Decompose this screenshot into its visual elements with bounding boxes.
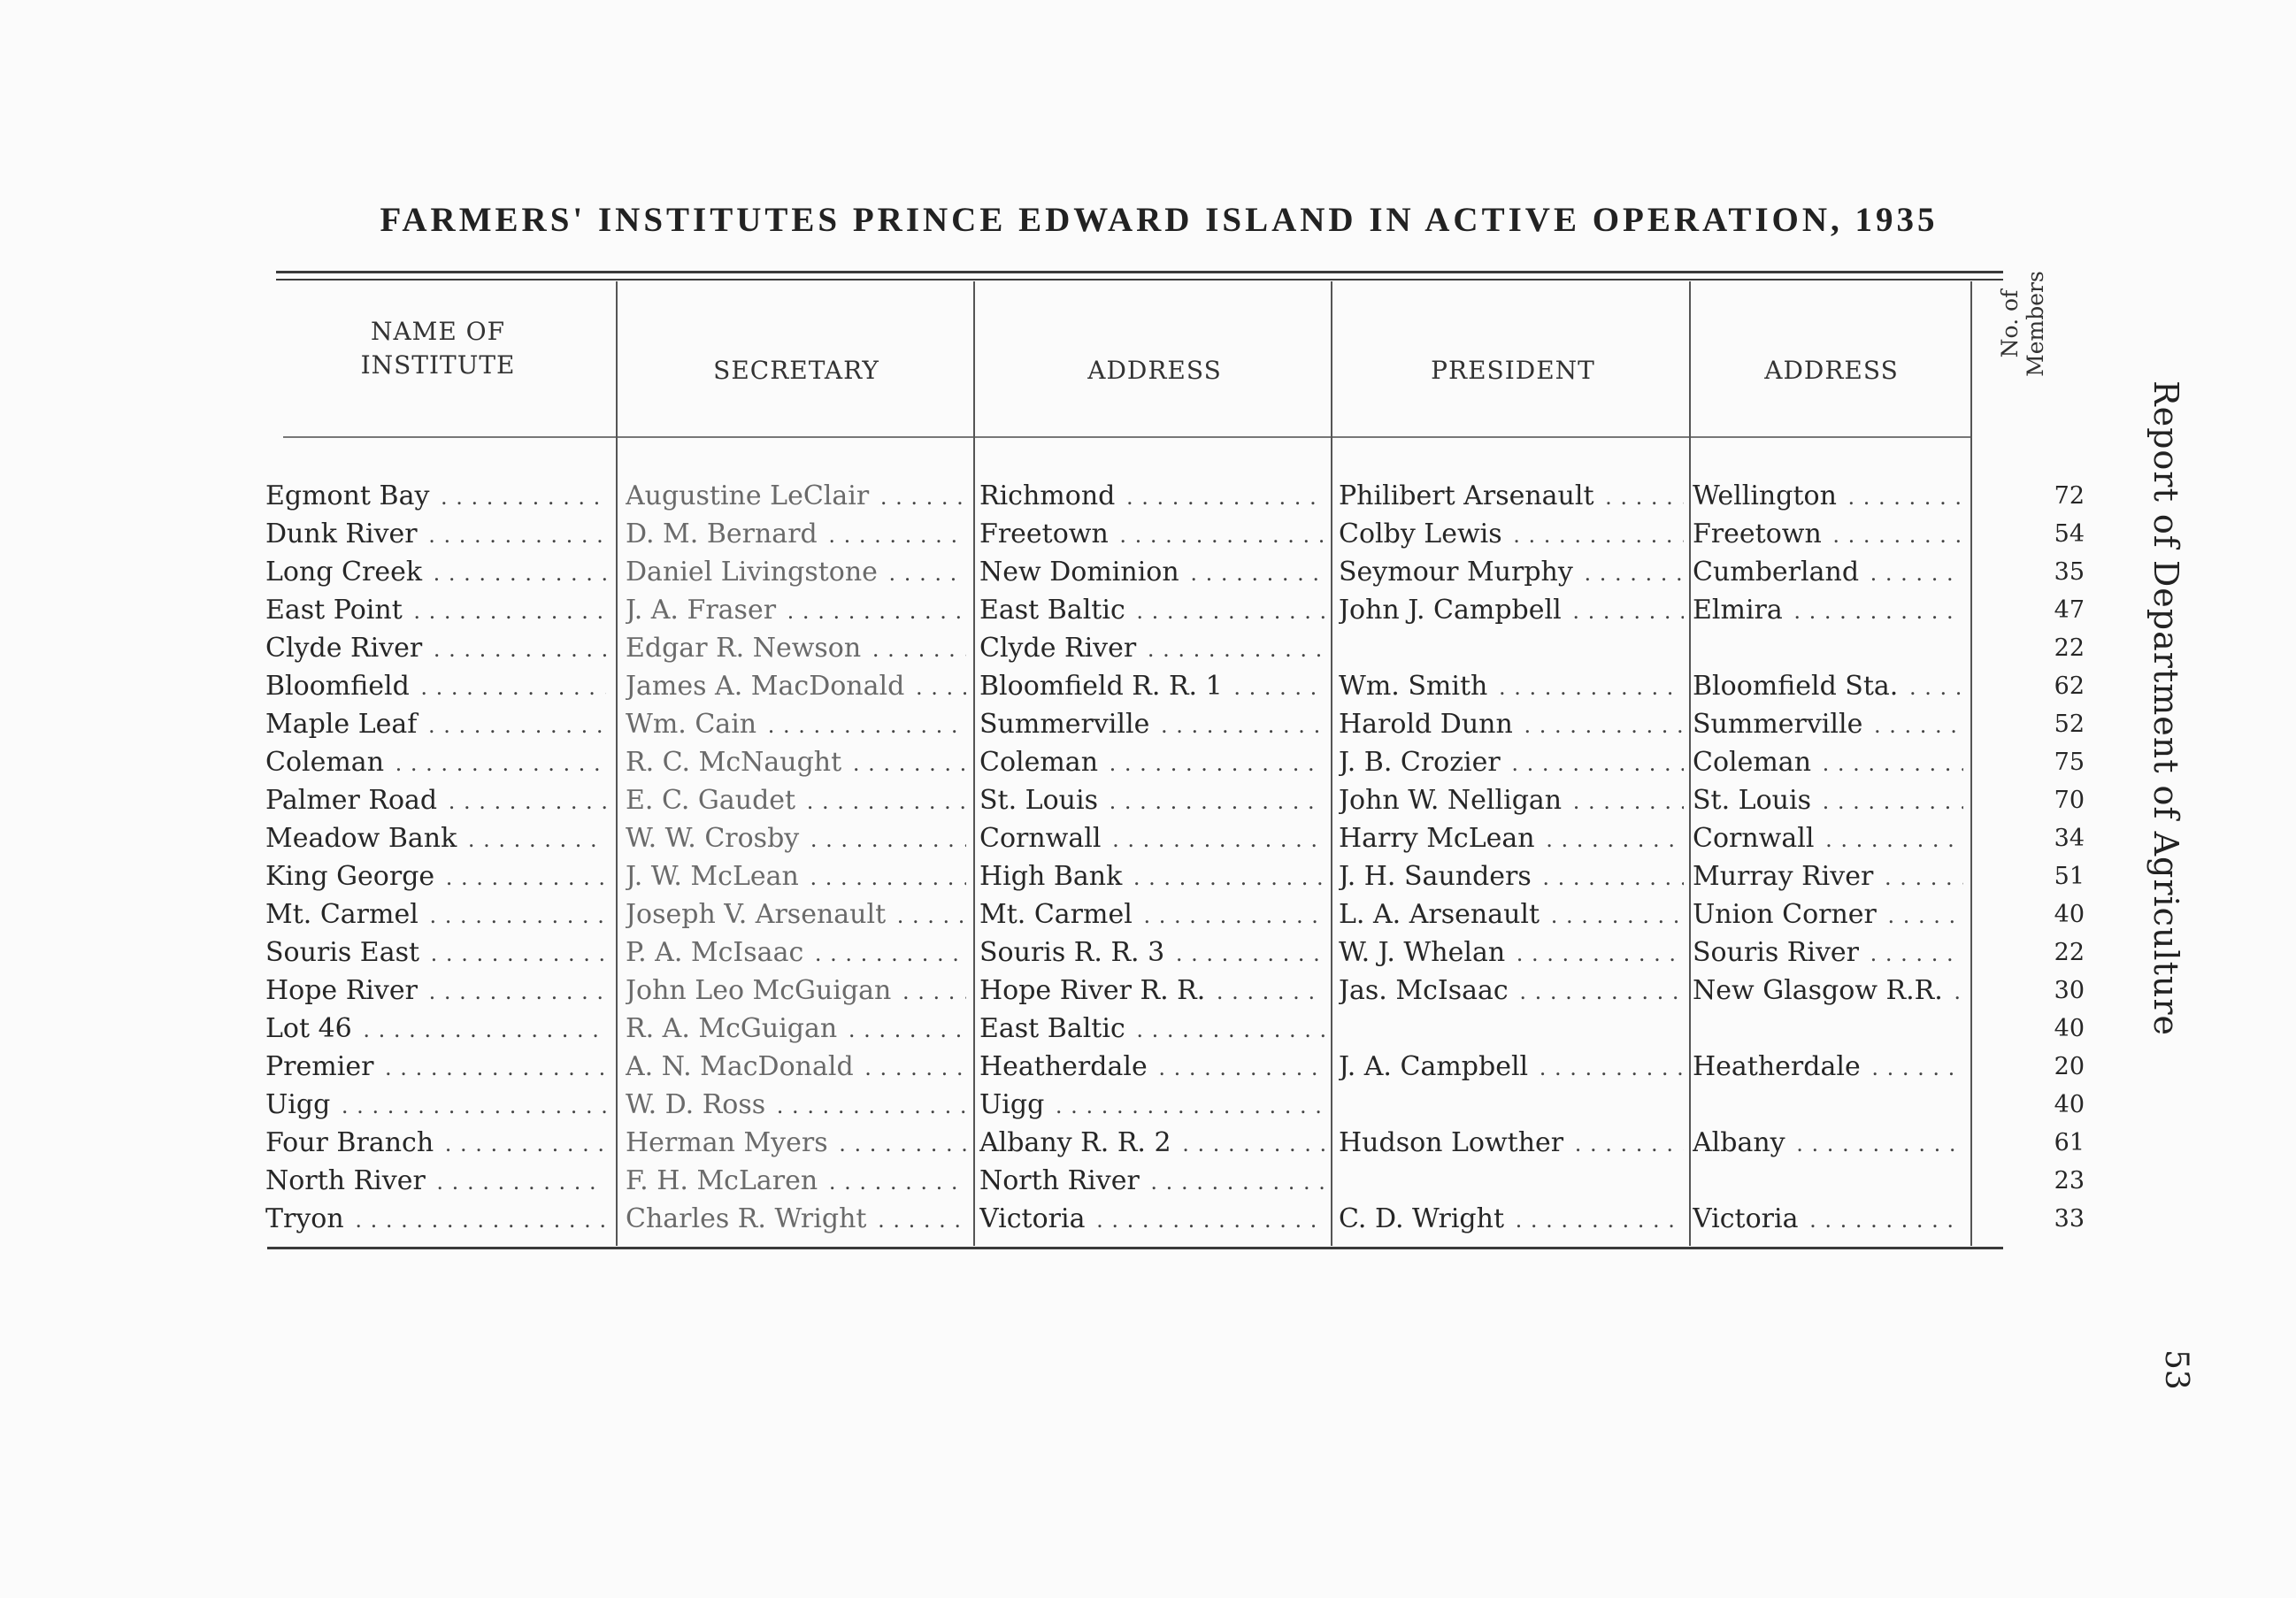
cell-address2 bbox=[1693, 1011, 1963, 1047]
cell-address1: Heatherdale . . . bbox=[979, 1049, 1325, 1085]
cell-secretary: F. H. McLaren . . . bbox=[626, 1164, 966, 1199]
cell-secretary: Augustine LeClair . . . bbox=[626, 479, 966, 514]
cell-address2: Elmira . . . bbox=[1693, 593, 1963, 628]
cell-members: 23 bbox=[1977, 1164, 2088, 1199]
cell-institute: Hope River . . . bbox=[265, 973, 606, 1009]
cell-president: Jas. McIsaac . . . bbox=[1339, 973, 1684, 1009]
cell-address1: Victoria . . . bbox=[979, 1202, 1325, 1237]
cell-president: Harold Dunn . . . bbox=[1339, 707, 1684, 742]
cell-president: C. D. Wright . . . bbox=[1339, 1202, 1684, 1237]
cell-address2: New Glasgow R.R. . . . bbox=[1693, 973, 1963, 1009]
cell-address1: Summerville . . . bbox=[979, 707, 1325, 742]
cell-president: J. B. Crozier . . . bbox=[1339, 745, 1684, 780]
cell-institute: Palmer Road . . . bbox=[265, 783, 606, 818]
cell-president bbox=[1339, 631, 1684, 666]
cell-address2 bbox=[1693, 1164, 1963, 1199]
cell-members: 54 bbox=[1977, 517, 2088, 552]
table-row bbox=[0, 1087, 2296, 1123]
table-row bbox=[0, 973, 2296, 1009]
table-row bbox=[0, 707, 2296, 742]
cell-secretary: W. D. Ross . . . bbox=[626, 1087, 966, 1123]
cell-address2: Heatherdale . . . bbox=[1693, 1049, 1963, 1085]
cell-address1: High Bank . . . bbox=[979, 859, 1325, 895]
cell-president bbox=[1339, 1087, 1684, 1123]
cell-secretary: R. A. McGuigan . . . bbox=[626, 1011, 966, 1047]
cell-secretary: R. C. McNaught . . . bbox=[626, 745, 966, 780]
cell-members: 72 bbox=[1977, 479, 2088, 514]
cell-secretary: Daniel Livingstone . . . bbox=[626, 555, 966, 590]
cell-secretary: Joseph V. Arsenault . . . bbox=[626, 897, 966, 933]
cell-members: 20 bbox=[1977, 1049, 2088, 1085]
cell-president bbox=[1339, 1011, 1684, 1047]
cell-address1: Albany R. R. 2 . . . bbox=[979, 1126, 1325, 1161]
cell-institute: Souris East . . . bbox=[265, 935, 606, 971]
header-bottom-rule bbox=[283, 436, 1971, 438]
cell-members: 52 bbox=[1977, 707, 2088, 742]
cell-members: 61 bbox=[1977, 1126, 2088, 1161]
cell-secretary: J. A. Fraser . . . bbox=[626, 593, 966, 628]
header-address: ADDRESS bbox=[1087, 356, 1222, 385]
table-row bbox=[0, 517, 2296, 552]
header-secretary: SECRETARY bbox=[713, 356, 879, 385]
cell-address1: Cornwall . . . bbox=[979, 821, 1325, 857]
table-row bbox=[0, 783, 2296, 818]
cell-members: 70 bbox=[1977, 783, 2088, 818]
table-row bbox=[0, 1202, 2296, 1237]
cell-institute: Maple Leaf . . . bbox=[265, 707, 606, 742]
table-row bbox=[0, 821, 2296, 857]
cell-members: 62 bbox=[1977, 669, 2088, 704]
cell-address2: Cornwall . . . bbox=[1693, 821, 1963, 857]
cell-president: J. A. Campbell . . . bbox=[1339, 1049, 1684, 1085]
cell-address1: Uigg . . . bbox=[979, 1087, 1325, 1123]
table-row bbox=[0, 745, 2296, 780]
cell-address1: East Baltic . . . bbox=[979, 593, 1325, 628]
cell-president: John J. Campbell . . . bbox=[1339, 593, 1684, 628]
table-row bbox=[0, 859, 2296, 895]
cell-address1: North River . . . bbox=[979, 1164, 1325, 1199]
cell-institute: Tryon . . . bbox=[265, 1202, 606, 1237]
cell-address2: Souris River . . . bbox=[1693, 935, 1963, 971]
header-president: PRESIDENT bbox=[1431, 356, 1595, 385]
cell-address2: Bloomfield Sta. . . . bbox=[1693, 669, 1963, 704]
cell-president: Hudson Lowther . . . bbox=[1339, 1126, 1684, 1161]
cell-president: Seymour Murphy . . . bbox=[1339, 555, 1684, 590]
cell-institute: Coleman . . . bbox=[265, 745, 606, 780]
top-double-rule-upper bbox=[276, 271, 2003, 273]
bottom-rule bbox=[267, 1247, 2003, 1249]
cell-secretary: Herman Myers . . . bbox=[626, 1126, 966, 1161]
cell-president: J. H. Saunders . . . bbox=[1339, 859, 1684, 895]
cell-members: 40 bbox=[1977, 1011, 2088, 1047]
cell-president: Colby Lewis . . . bbox=[1339, 517, 1684, 552]
table-row bbox=[0, 1126, 2296, 1161]
header-address-2: ADDRESS bbox=[1764, 356, 1899, 385]
cell-address2 bbox=[1693, 1087, 1963, 1123]
cell-members: 40 bbox=[1977, 897, 2088, 933]
cell-address2: Freetown . . . bbox=[1693, 517, 1963, 552]
cell-institute: North River . . . bbox=[265, 1164, 606, 1199]
cell-president: L. A. Arsenault . . . bbox=[1339, 897, 1684, 933]
cell-address1: East Baltic . . . bbox=[979, 1011, 1325, 1047]
cell-institute: Premier . . . bbox=[265, 1049, 606, 1085]
cell-members: 30 bbox=[1977, 973, 2088, 1009]
cell-secretary: P. A. McIsaac . . . bbox=[626, 935, 966, 971]
header-institute: NAME OF INSTITUTE bbox=[360, 317, 516, 380]
cell-address2: St. Louis . . . bbox=[1693, 783, 1963, 818]
table-row bbox=[0, 1164, 2296, 1199]
cell-institute: Dunk River . . . bbox=[265, 517, 606, 552]
cell-members: 22 bbox=[1977, 935, 2088, 971]
top-double-rule-lower bbox=[276, 279, 2003, 280]
cell-secretary: James A. MacDonald . . . bbox=[626, 669, 966, 704]
cell-institute: Clyde River . . . bbox=[265, 631, 606, 666]
table-row bbox=[0, 935, 2296, 971]
cell-address1: Souris R. R. 3 . . . bbox=[979, 935, 1325, 971]
cell-address2: Wellington . . . bbox=[1693, 479, 1963, 514]
table-row bbox=[0, 479, 2296, 514]
cell-address1: Bloomfield R. R. 1 . . . bbox=[979, 669, 1325, 704]
cell-address1: Mt. Carmel . . . bbox=[979, 897, 1325, 933]
cell-president: John W. Nelligan . . . bbox=[1339, 783, 1684, 818]
page-number: 53 bbox=[2158, 1349, 2194, 1390]
running-head: Report of Department of Agriculture bbox=[2146, 380, 2185, 1036]
header-members: No. of Members bbox=[1997, 271, 2048, 377]
cell-address1: Freetown . . . bbox=[979, 517, 1325, 552]
cell-address2: Victoria . . . bbox=[1693, 1202, 1963, 1237]
table-row bbox=[0, 1049, 2296, 1085]
cell-institute: Mt. Carmel . . . bbox=[265, 897, 606, 933]
cell-address1: Hope River R. R. . . . bbox=[979, 973, 1325, 1009]
cell-address2: Albany . . . bbox=[1693, 1126, 1963, 1161]
cell-members: 75 bbox=[1977, 745, 2088, 780]
table-row bbox=[0, 593, 2296, 628]
cell-secretary: J. W. McLean . . . bbox=[626, 859, 966, 895]
cell-secretary: Charles R. Wright . . . bbox=[626, 1202, 966, 1237]
page-title: FARMERS' INSTITUTES PRINCE EDWARD ISLAND IN ACTIVE OPERATION, 1935 bbox=[380, 201, 1939, 239]
cell-secretary: Edgar R. Newson . . . bbox=[626, 631, 966, 666]
cell-institute: Egmont Bay . . . bbox=[265, 479, 606, 514]
cell-secretary: John Leo McGuigan . . . bbox=[626, 973, 966, 1009]
cell-institute: Meadow Bank . . . bbox=[265, 821, 606, 857]
cell-institute: Lot 46 . . . bbox=[265, 1011, 606, 1047]
cell-members: 47 bbox=[1977, 593, 2088, 628]
cell-address2: Cumberland . . . bbox=[1693, 555, 1963, 590]
cell-address1: New Dominion . . . bbox=[979, 555, 1325, 590]
cell-address1: Coleman . . . bbox=[979, 745, 1325, 780]
cell-members: 33 bbox=[1977, 1202, 2088, 1237]
cell-address2: Union Corner . . . bbox=[1693, 897, 1963, 933]
cell-president: W. J. Whelan . . . bbox=[1339, 935, 1684, 971]
cell-institute: Long Creek . . . bbox=[265, 555, 606, 590]
cell-members: 51 bbox=[1977, 859, 2088, 895]
cell-address1: Clyde River . . . bbox=[979, 631, 1325, 666]
cell-address1: St. Louis . . . bbox=[979, 783, 1325, 818]
cell-secretary: E. C. Gaudet . . . bbox=[626, 783, 966, 818]
cell-president bbox=[1339, 1164, 1684, 1199]
cell-address2 bbox=[1693, 631, 1963, 666]
cell-institute: Bloomfield . . . bbox=[265, 669, 606, 704]
cell-members: 34 bbox=[1977, 821, 2088, 857]
cell-president: Harry McLean . . . bbox=[1339, 821, 1684, 857]
cell-institute: East Point . . . bbox=[265, 593, 606, 628]
table-row bbox=[0, 555, 2296, 590]
cell-secretary: W. W. Crosby . . . bbox=[626, 821, 966, 857]
cell-secretary: Wm. Cain . . . bbox=[626, 707, 966, 742]
cell-institute: Uigg . . . bbox=[265, 1087, 606, 1123]
cell-president: Wm. Smith . . . bbox=[1339, 669, 1684, 704]
table-row bbox=[0, 1011, 2296, 1047]
cell-institute: King George . . . bbox=[265, 859, 606, 895]
table-row bbox=[0, 897, 2296, 933]
cell-members: 22 bbox=[1977, 631, 2088, 666]
cell-secretary: A. N. MacDonald . . . bbox=[626, 1049, 966, 1085]
table-row bbox=[0, 631, 2296, 666]
cell-members: 40 bbox=[1977, 1087, 2088, 1123]
cell-address2: Murray River . . . bbox=[1693, 859, 1963, 895]
cell-address2: Coleman . . . bbox=[1693, 745, 1963, 780]
cell-president: Philibert Arsenault . . . bbox=[1339, 479, 1684, 514]
cell-address1: Richmond . . . bbox=[979, 479, 1325, 514]
cell-secretary: D. M. Bernard . . . bbox=[626, 517, 966, 552]
cell-institute: Four Branch . . . bbox=[265, 1126, 606, 1161]
table-row bbox=[0, 669, 2296, 704]
cell-address2: Summerville . . . bbox=[1693, 707, 1963, 742]
cell-members: 35 bbox=[1977, 555, 2088, 590]
